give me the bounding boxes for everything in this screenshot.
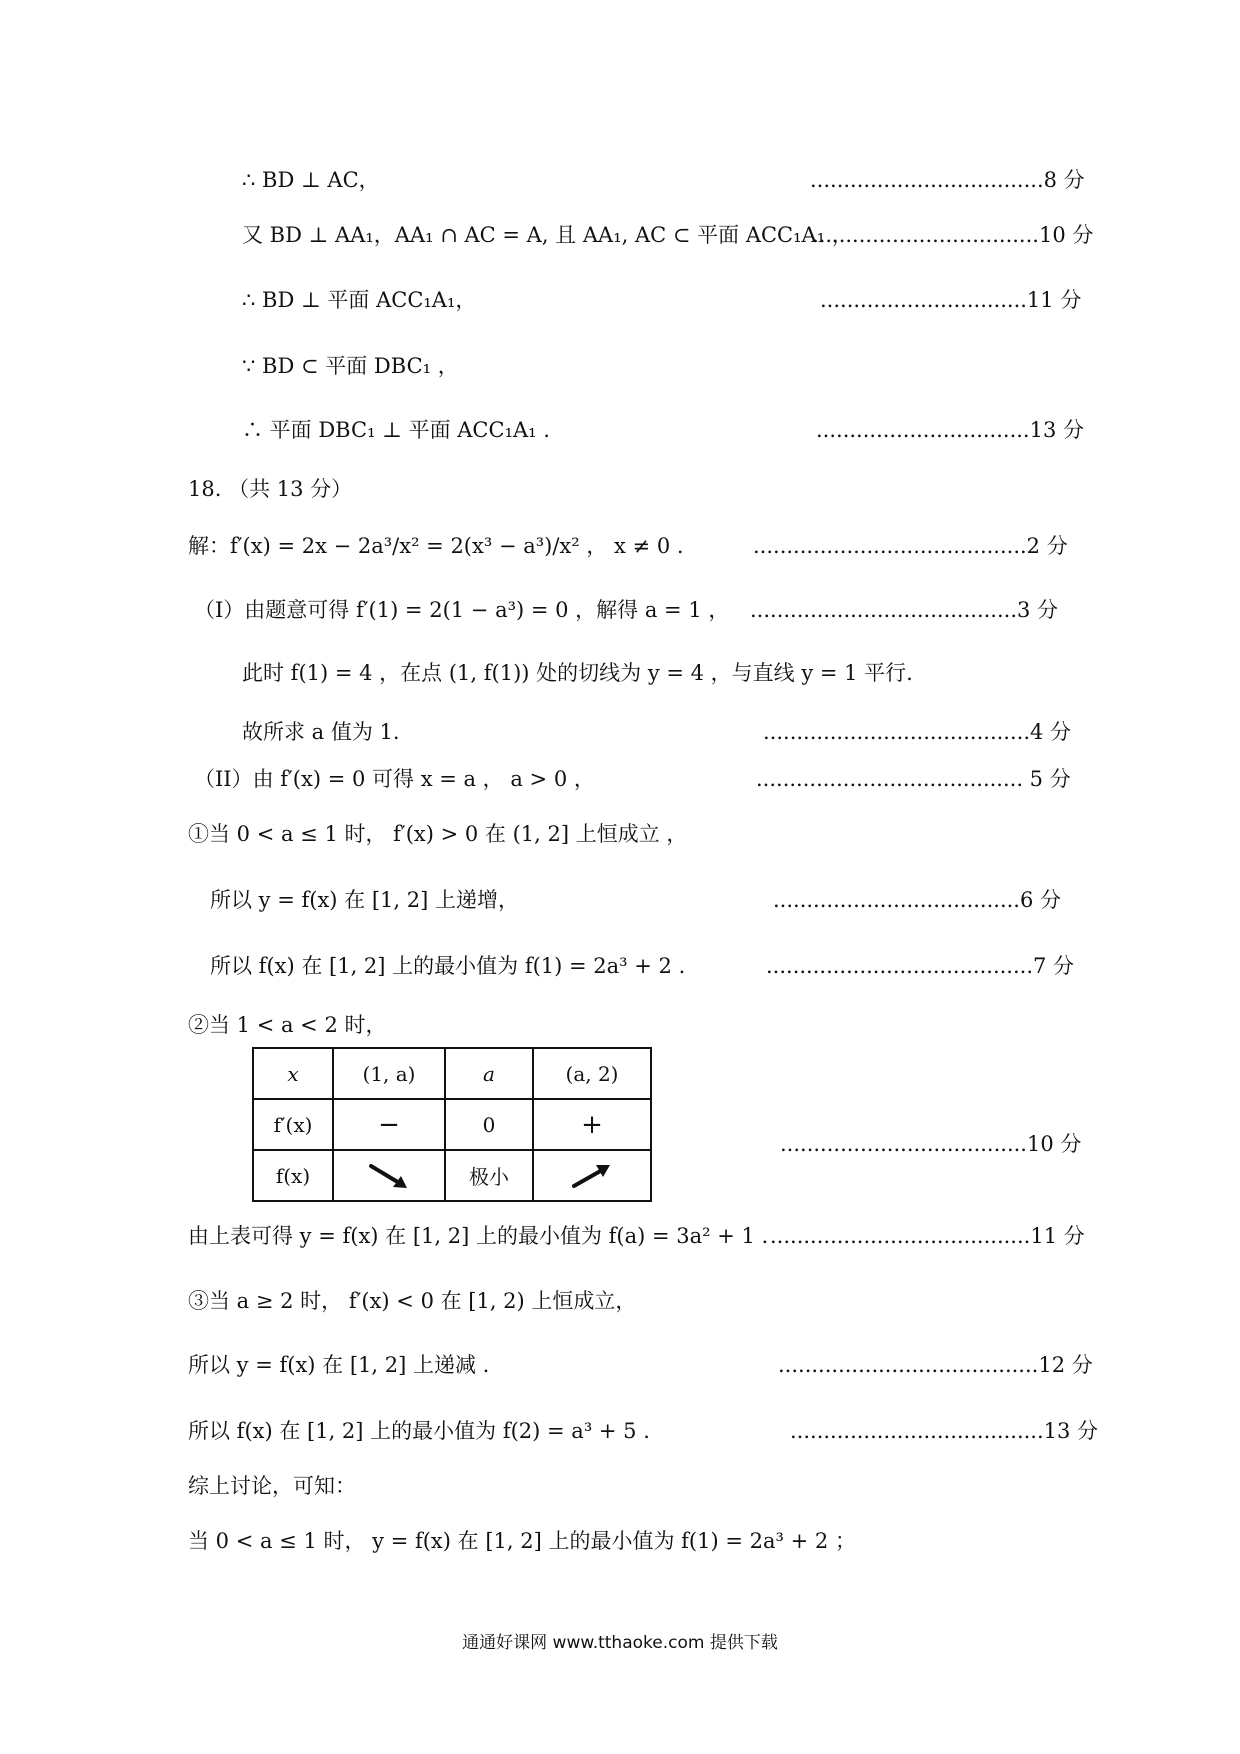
part-2-line: （II）由 f′(x) = 0 可得 x = a ， a > 0 ， — [194, 767, 595, 791]
part-1-line: （I）由题意可得 f′(1) = 2(1 − a³) = 0 ，解得 a = 1 ， — [194, 598, 730, 622]
proof-line-1: ∴ BD ⊥ AC， — [242, 168, 380, 192]
table-row — [253, 1099, 651, 1150]
table-cell: x — [253, 1048, 333, 1099]
increasing-arrow-icon — [533, 1150, 651, 1201]
score-line-13: .....................................6 分 — [773, 888, 1062, 912]
proof-line-5: ∴ 平面 DBC₁ ⊥ 平面 ACC₁A₁ . — [242, 418, 550, 442]
table-row — [253, 1048, 651, 1099]
proof-line-2: 又 BD ⊥ AA₁，AA₁ ∩ AC = A, 且 AA₁, AC ⊂ 平面 ACC₁A₁ ， — [242, 223, 853, 247]
case-3-minimum: 所以 f(x) 在 [1, 2] 上的最小值为 f(2) = a³ + 5 . — [188, 1419, 650, 1443]
score-line-1: ...................................8 分 — [810, 168, 1085, 192]
table-cell: f′(x) — [253, 1099, 333, 1150]
part-1-answer: 故所求 a 值为 1. — [242, 720, 400, 744]
score-line-8: ........................................3 分 — [750, 598, 1059, 622]
score-line-10: ........................................4 分 — [763, 720, 1072, 744]
table-row — [253, 1150, 651, 1201]
score-line-2: ..................................10 分 — [812, 223, 1094, 247]
case-1-line: ①当 0 < a ≤ 1 时， f′(x) > 0 在 (1, 2] 上恒成立 ， — [188, 822, 688, 846]
score-table: .....................................10 分 — [780, 1132, 1082, 1156]
score-line-3: ...............................11 分 — [820, 288, 1082, 312]
proof-line-3: ∴ BD ⊥ 平面 ACC₁A₁， — [242, 288, 477, 312]
score-line-5: ................................13 分 — [816, 418, 1085, 442]
summary-case-1: 当 0 < a ≤ 1 时， y = f(x) 在 [1, 2] 上的最小值为 f(1) = 2a³ + 2 ； — [188, 1529, 856, 1553]
score-line-7: .........................................2 分 — [753, 534, 1068, 558]
table-cell: 0 — [445, 1099, 533, 1150]
case-3-decreasing: 所以 y = f(x) 在 [1, 2] 上递减 . — [188, 1353, 490, 1377]
solution-derivative: 解：f′(x) = 2x − 2a³/x² = 2(x³ − a³)/x² ， x ≠ 0 . — [188, 534, 684, 558]
summary-heading: 综上讨论，可知： — [188, 1474, 356, 1498]
part-1-tangent: 此时 f(1) = 4 ，在点 (1, f(1)) 处的切线为 y = 4 ，与直线 y = 1 平行. — [242, 661, 913, 685]
table-cell: (a, 2) — [533, 1048, 651, 1099]
table-cell: (1, a) — [333, 1048, 445, 1099]
table-cell: − — [333, 1099, 445, 1150]
score-line-19: ......................................13 分 — [790, 1419, 1099, 1443]
proof-line-4: ∵ BD ⊂ 平面 DBC₁ ， — [242, 354, 459, 378]
score-line-14: ........................................7 分 — [766, 954, 1075, 978]
score-line-16: .......................................11 分 — [770, 1224, 1085, 1248]
case-2-minimum: 由上表可得 y = f(x) 在 [1, 2] 上的最小值为 f(a) = 3a² + 1 . — [188, 1224, 769, 1248]
table-cell: a — [445, 1048, 533, 1099]
problem-heading: 18. （共 13 分） — [188, 477, 353, 501]
sign-table — [252, 1047, 652, 1202]
case-1-increasing: 所以 y = f(x) 在 [1, 2] 上递增， — [210, 888, 519, 912]
case-1-minimum: 所以 f(x) 在 [1, 2] 上的最小值为 f(1) = 2a³ + 2 . — [210, 954, 686, 978]
score-line-11: ........................................ 5 分 — [756, 767, 1071, 791]
decreasing-arrow-icon — [333, 1150, 445, 1201]
score-line-18: .......................................12 分 — [778, 1353, 1093, 1377]
case-3-line: ③当 a ≥ 2 时， f′(x) < 0 在 [1, 2) 上恒成立， — [188, 1289, 637, 1313]
table-cell: f(x) — [253, 1150, 333, 1201]
table-cell: 极小 — [445, 1150, 533, 1201]
table-cell: + — [533, 1099, 651, 1150]
case-2-line: ②当 1 < a < 2 时， — [188, 1013, 387, 1037]
footer: 通通好课网 www.tthaoke.com 提供下载 — [462, 1633, 778, 1653]
